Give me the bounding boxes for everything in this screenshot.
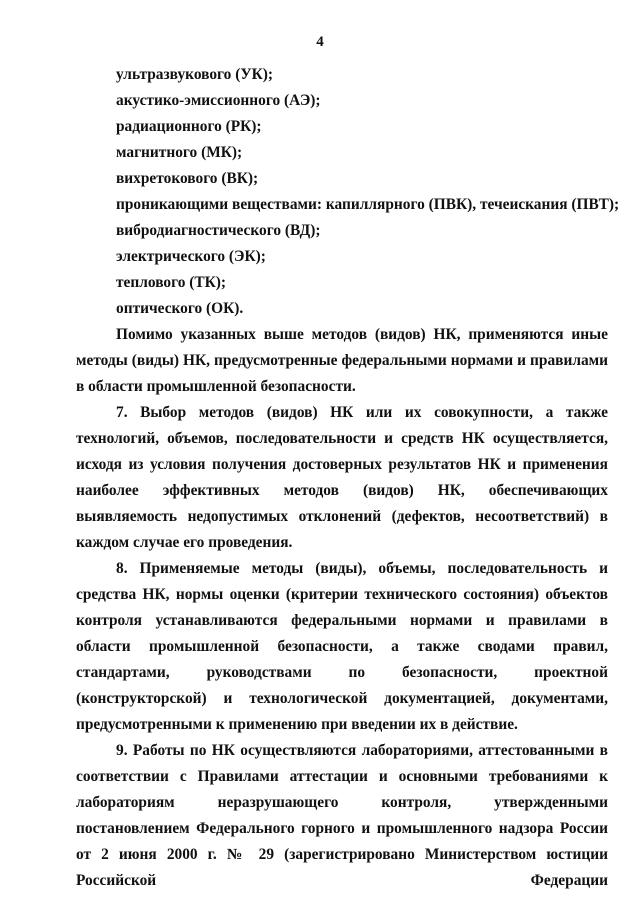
list-item-acoustic-emission: акустико-эмиссионного (АЭ);: [116, 92, 321, 109]
paragraph-other-methods: Помимо указанных выше методов (видов) НК, применяются иные методы (виды) НК, предусмотренные федеральными нормами и правилами в области промышленной безопасности.: [76, 326, 608, 395]
paragraph-item-7: 7. Выбор методов (видов) НК или их совокупности, а также технологий, объемов, последовательности и средств НК осуществляется, исходя из условия получения достоверных результатов НК и применения наиболее эффективных методов (видов) НК, обеспечивающих выявляемость недопустимых отклонений (дефектов, несоответствий) в каждом случае его проведения.: [76, 404, 608, 551]
paragraph-item-8: 8. Применяемые методы (виды), объемы, последовательность и средства НК, нормы оценки (критерии технического состояния) объектов контроля устанавливаются федеральными нормами и правилами в области промышленной безопасности, а также сводами правил, стандартами, руководствами по безопасности, проектной (конструкторской) и технологической документацией, документами, предусмотренными к применению при введении их в действие.: [76, 560, 608, 733]
list-item-vibration: вибродиагностического (ВД);: [116, 222, 321, 239]
paragraph-item-9: 9. Работы по НК осуществляются лабораториями, аттестованными в соответствии с Правилами аттестации и основными требованиями к лабораториям неразрушающего контроля, утвержденными постановлением Федерального горного и промышленного надзора России от 2 июня 2000 г. № 29 (зарегистрировано Министерством юстиции Российской Федерации: [76, 742, 608, 889]
page-content: [76, 62, 620, 894]
list-item-ultrasonic: ультразвукового (УК);: [116, 66, 274, 83]
list-item-electrical: электрического (ЭК);: [116, 248, 266, 265]
page-number: 4: [316, 34, 324, 50]
list-item-penetrant: проникающими веществами: капиллярного (ПВК), течеискания (ПВТ);: [116, 196, 620, 213]
list-item-optical: оптического (ОК).: [116, 300, 244, 317]
list-item-radiation: радиационного (РК);: [116, 118, 262, 135]
list-item-eddy-current: вихретокового (ВК);: [116, 170, 259, 187]
list-item-thermal: теплового (ТК);: [116, 274, 227, 291]
list-item-magnetic: магнитного (МК);: [116, 144, 243, 161]
